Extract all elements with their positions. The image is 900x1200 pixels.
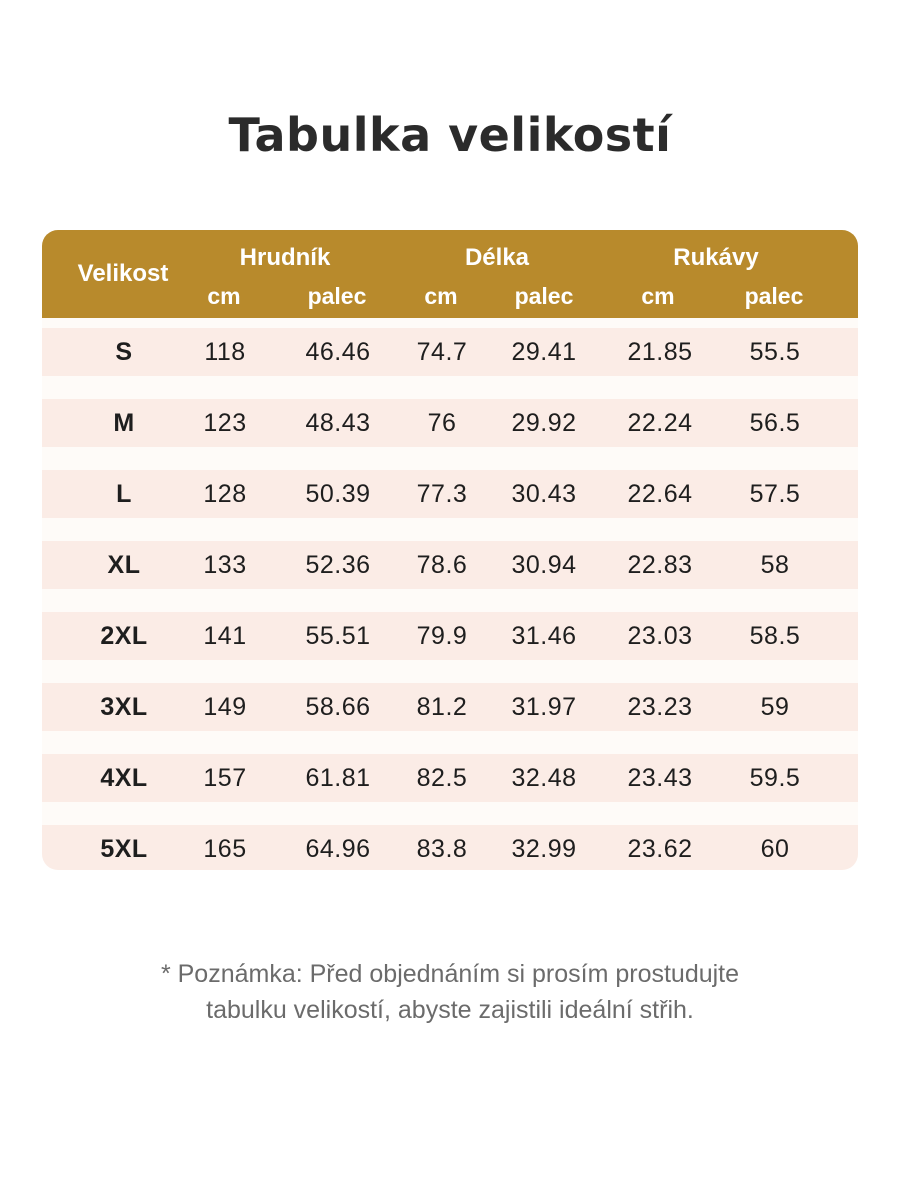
cell-length-inch: 29.41	[511, 338, 577, 366]
table-header	[42, 230, 858, 318]
size-note	[0, 956, 900, 1028]
cell-size: XL	[107, 551, 141, 579]
cell-size: 4XL	[100, 764, 148, 792]
cell-sleeves-inch: 59.5	[749, 764, 801, 792]
cell-chest-cm: 149	[203, 693, 247, 721]
table-row	[42, 683, 858, 731]
cell-sleeves-cm: 23.23	[627, 693, 693, 721]
cell-length-cm: 82.5	[416, 764, 468, 792]
cell-length-inch: 32.48	[511, 764, 577, 792]
table-row	[42, 470, 858, 518]
header-size: Velikost	[77, 260, 169, 287]
header-chest-cm: cm	[207, 283, 241, 309]
header-sleeves-inch: palec	[744, 283, 804, 309]
cell-chest-inch: 61.81	[305, 764, 371, 792]
cell-sleeves-cm: 23.43	[627, 764, 693, 792]
table-row	[42, 825, 858, 870]
cell-chest-cm: 133	[203, 551, 247, 579]
cell-length-cm: 76	[427, 409, 457, 437]
cell-chest-inch: 52.36	[305, 551, 371, 579]
cell-sleeves-inch: 55.5	[749, 338, 801, 366]
cell-length-inch: 30.43	[511, 480, 577, 508]
note-line-2: tabulku velikostí, abyste zajistili ideální střih.	[206, 996, 694, 1024]
cell-length-cm: 81.2	[416, 693, 468, 721]
cell-chest-cm: 141	[203, 622, 247, 650]
note-line-1: * Poznámka: Před objednáním si prosím prostudujte	[160, 960, 740, 988]
cell-chest-cm: 165	[203, 835, 247, 863]
cell-length-cm: 74.7	[416, 338, 468, 366]
cell-length-cm: 83.8	[416, 835, 468, 863]
header-chest-inch: palec	[307, 283, 367, 309]
cell-sleeves-inch: 59	[760, 693, 790, 721]
cell-length-inch: 30.94	[511, 551, 577, 579]
table-row	[42, 399, 858, 447]
cell-chest-inch: 64.96	[305, 835, 371, 863]
cell-chest-inch: 46.46	[305, 338, 371, 366]
table-row	[42, 612, 858, 660]
cell-chest-cm: 123	[203, 409, 247, 437]
cell-sleeves-cm: 22.64	[627, 480, 693, 508]
header-sleeves: Rukávy	[673, 244, 759, 271]
cell-length-cm: 77.3	[416, 480, 468, 508]
header-length-inch: palec	[514, 283, 574, 309]
cell-size: L	[116, 480, 132, 508]
cell-length-inch: 31.97	[511, 693, 577, 721]
cell-chest-inch: 55.51	[305, 622, 371, 650]
cell-chest-cm: 157	[203, 764, 247, 792]
cell-length-cm: 78.6	[416, 551, 468, 579]
cell-size: S	[115, 338, 133, 366]
cell-sleeves-inch: 56.5	[749, 409, 801, 437]
cell-sleeves-inch: 58.5	[749, 622, 801, 650]
cell-sleeves-cm: 21.85	[627, 338, 693, 366]
header-length-cm: cm	[424, 283, 458, 309]
cell-chest-inch: 48.43	[305, 409, 371, 437]
cell-sleeves-inch: 60	[760, 835, 790, 863]
header-length: Délka	[464, 244, 530, 271]
cell-sleeves-cm: 23.03	[627, 622, 693, 650]
size-table	[42, 230, 858, 870]
table-row	[42, 328, 858, 376]
cell-sleeves-inch: 57.5	[749, 480, 801, 508]
page-title: Tabulka velikostí	[228, 108, 672, 162]
cell-sleeves-inch: 58	[760, 551, 790, 579]
cell-chest-inch: 50.39	[305, 480, 371, 508]
cell-length-inch: 32.99	[511, 835, 577, 863]
header-sleeves-cm: cm	[641, 283, 675, 309]
header-chest: Hrudník	[239, 244, 331, 271]
cell-length-inch: 31.46	[511, 622, 577, 650]
table-row	[42, 541, 858, 589]
cell-chest-cm: 128	[203, 480, 247, 508]
cell-size: 5XL	[100, 835, 148, 863]
cell-length-inch: 29.92	[511, 409, 577, 437]
cell-sleeves-cm: 23.62	[627, 835, 693, 863]
cell-length-cm: 79.9	[416, 622, 468, 650]
cell-chest-inch: 58.66	[305, 693, 371, 721]
cell-sleeves-cm: 22.83	[627, 551, 693, 579]
cell-sleeves-cm: 22.24	[627, 409, 693, 437]
cell-size: M	[113, 409, 135, 437]
cell-size: 3XL	[100, 693, 148, 721]
table-row	[42, 754, 858, 802]
cell-chest-cm: 118	[204, 338, 246, 366]
cell-size: 2XL	[100, 622, 148, 650]
